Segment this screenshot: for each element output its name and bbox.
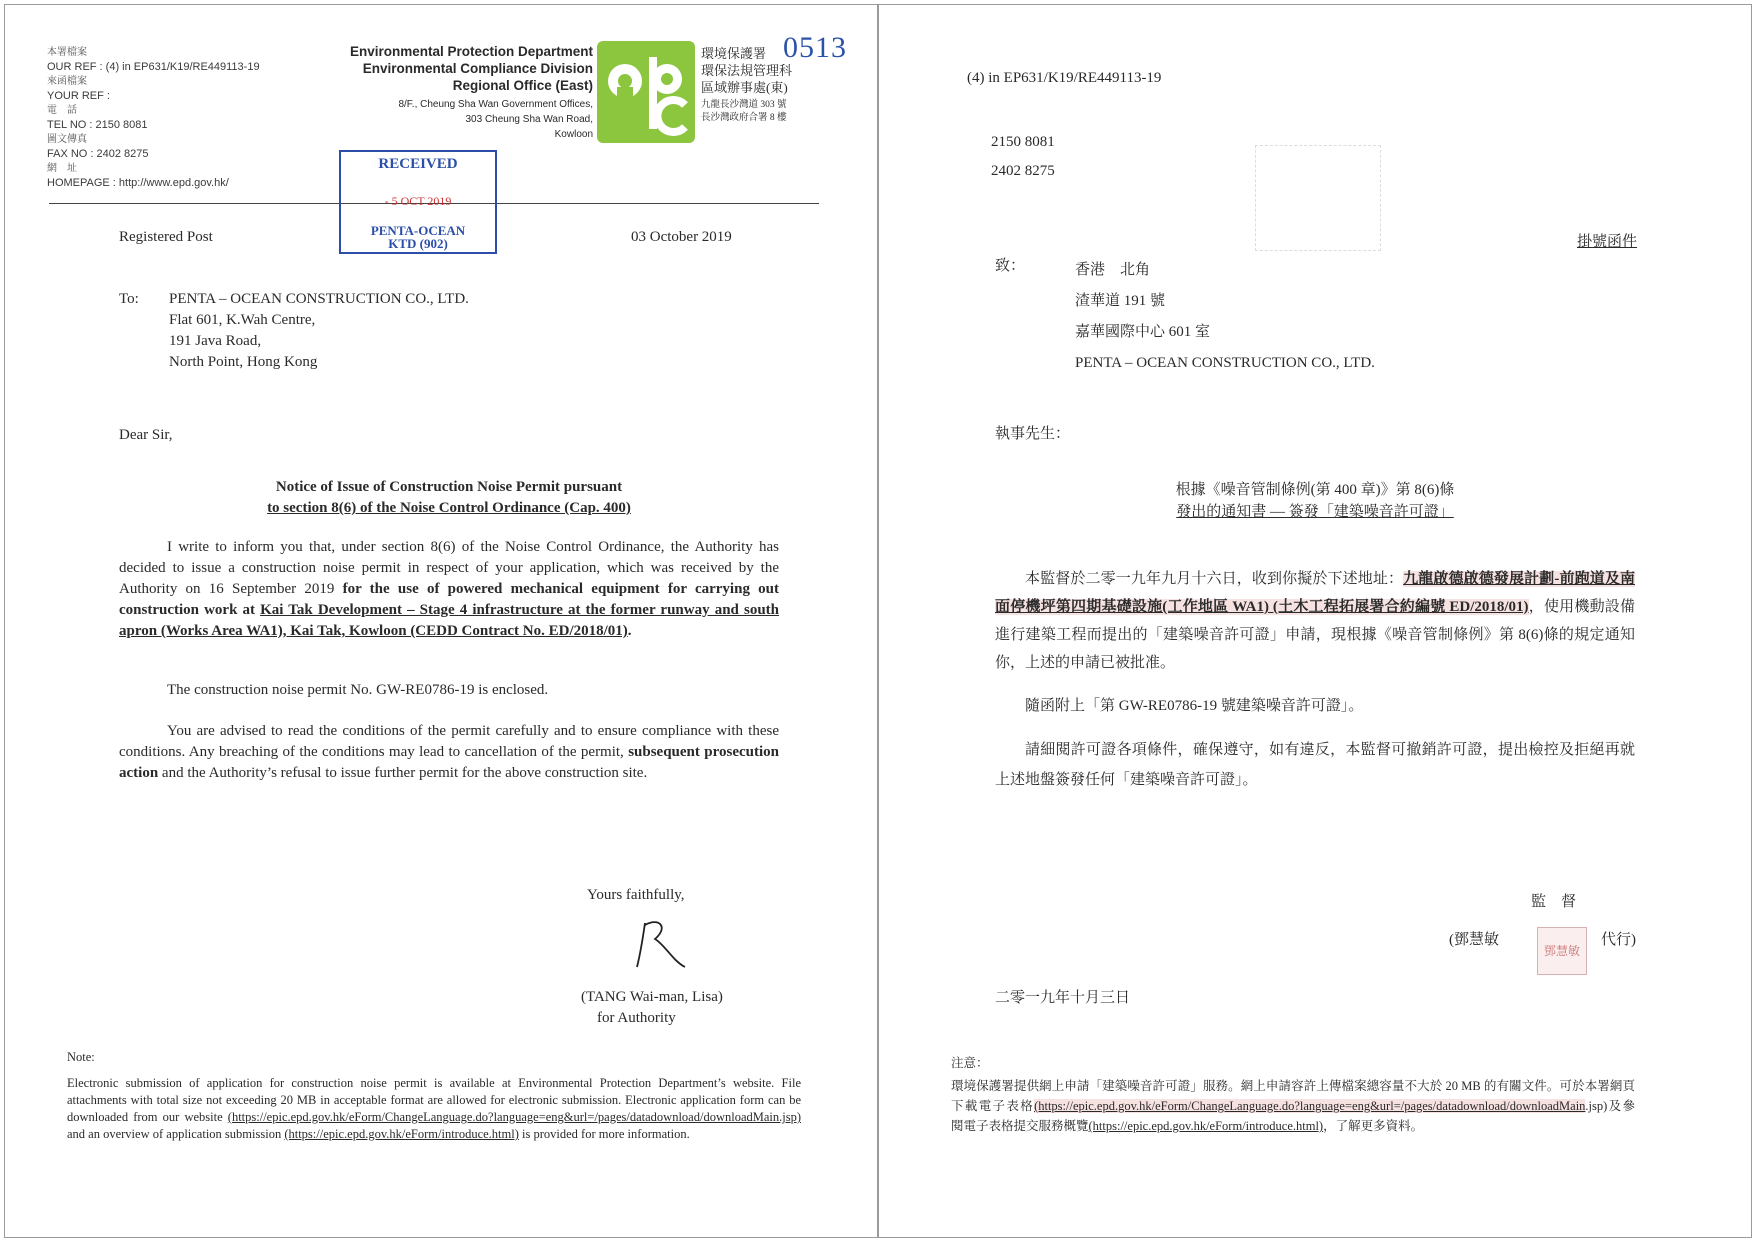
dept-zh-line: 區域辦事處(東)	[701, 80, 788, 95]
dept-zh-line: 環保法規管理科	[701, 63, 793, 78]
department-name	[295, 43, 593, 94]
addressee-line: North Point, Hong Kong	[169, 354, 318, 370]
reference-block	[47, 45, 260, 190]
note-zh-text-part: 環境保護署提供網上申請「建築噪音許可證」服務。網上申請容許上傳檔案總容量不大於 20 MB 的有關文件。可於本署網頁下載電子表格	[951, 1079, 1635, 1113]
address-line: 8/F., Cheung Sha Wan Government Offices,	[398, 99, 593, 110]
note-text-part: Electronic submission of application for construction noise permit is available at Environmental Protection Department’s website. File attachments with total size not exceeding 20 MB in acceptable format are allowed for electronic submission. Electronic application form can be downloaded from our website	[67, 1076, 801, 1124]
date-zh: 二零一九年十月三日	[995, 990, 1131, 1006]
note-text-part: and an overview of application submission	[67, 1127, 285, 1141]
subject-line: Notice of Issue of Construction Noise Permit pursuant	[275, 479, 623, 495]
department-address	[335, 97, 593, 142]
address-zh-line: 九龍長沙灣道 303 號	[701, 100, 787, 110]
para3-bold: subsequent prosecution action	[119, 744, 779, 781]
our-ref: OUR REF : (4) in EP631/K19/RE449113-19	[47, 61, 260, 73]
note-label-zh: 注意：	[951, 1056, 989, 1070]
dept-line: Environmental Compliance Division	[362, 61, 593, 76]
chinese-letter-page	[878, 4, 1752, 1238]
subject	[119, 477, 779, 519]
para3-text-end: and the Authority’s refusal to issue further permit for the above construction site.	[158, 765, 648, 781]
homepage[interactable]: HOMEPAGE : http://www.epd.gov.hk/	[47, 177, 229, 189]
stamp-title: RECEIVED	[378, 156, 458, 172]
stamp-date: - 5 OCT 2019	[384, 194, 452, 208]
received-stamp	[339, 150, 497, 254]
para1-zh-text: 本監督於二零一九年九月十六日，收到你擬於下述地址：	[1025, 571, 1404, 587]
tel-no: TEL NO : 2150 8081	[47, 119, 148, 131]
paragraph-3-zh: 請細閱許可證各項條件，確保遵守，如有違反，本監督可撤銷許可證，提出檢控及拒絕再就上述地盤簽發任何「建築噪音許可證」。	[995, 742, 1635, 788]
tel-label-zh: 電 話	[47, 105, 77, 116]
addressee-block	[169, 289, 469, 373]
dept-line: Environmental Protection Department	[349, 44, 593, 59]
title-zh: 監 督	[1531, 894, 1577, 910]
addressee-line: PENTA – OCEAN CONSTRUCTION CO., LTD.	[169, 291, 469, 307]
note-zh-text-part: ，了解更多資料。	[1323, 1119, 1424, 1133]
ref-zh: (4) in EP631/K19/RE449113-19	[967, 70, 1162, 86]
download-link[interactable]: (https://epic.epd.gov.hk/eForm/ChangeLanguage.do?language=eng&url=/pages/datadownload/downloadMain.jsp)	[227, 1110, 801, 1124]
para1-zh-works-location: 九龍啟德啟德發展計劃-前跑道及南面停機坪第四期基礎設施(工作地區 WA1) (土木工程拓展署合約編號 ED/2018/01)	[995, 571, 1635, 615]
stamp-company-block	[341, 224, 495, 250]
para1-end: .	[627, 623, 632, 639]
english-letter-page	[4, 4, 878, 1238]
salutation-zh: 執事先生：	[995, 426, 1071, 442]
department-address-zh	[701, 99, 787, 125]
paragraph-1	[119, 537, 779, 642]
subject-line-zh: 發出的通知書 — 簽發「建築噪音許可證」	[1176, 504, 1454, 520]
introduce-link-zh[interactable]: (https://epic.epd.gov.hk/eForm/introduce.html)	[1088, 1119, 1324, 1133]
note-text	[67, 1075, 801, 1143]
note-zh-text-part: .jsp)及參閱電子表格提交服務概覽	[951, 1099, 1635, 1133]
ref-label-zh: 本署檔案	[47, 47, 87, 58]
your-ref-label-zh: 來函檔案	[47, 76, 87, 87]
note-text-part: is provided for more information.	[518, 1127, 690, 1141]
stamp-company: PENTA-OCEAN	[370, 223, 466, 238]
download-link-zh[interactable]: (https://epic.epd.gov.hk/eForm/ChangeLanguage.do?language=eng&url=/pages/datadownload/downloadMain	[1034, 1099, 1586, 1113]
addressee-line: Flat 601, K.Wah Centre,	[169, 312, 316, 328]
tel-zh: 2150 8081	[991, 134, 1055, 150]
letter-date: 03 October 2019	[631, 229, 732, 245]
acting-suffix-zh: 代行)	[1601, 932, 1636, 948]
address-zh-line: 長沙灣政府合署 8 樓	[701, 113, 787, 123]
registered-post: Registered Post	[119, 229, 213, 245]
addressee-line: 191 Java Road,	[169, 333, 262, 349]
addressee-block-zh	[1075, 255, 1375, 379]
dept-line: Regional Office (East)	[452, 78, 593, 93]
seal-icon: 鄧慧敏	[1537, 927, 1587, 975]
signature-icon	[629, 917, 691, 977]
your-ref: YOUR REF :	[47, 90, 110, 102]
fax-label-zh: 圖文傳真	[47, 134, 87, 145]
to-label-zh: 致：	[995, 258, 1026, 274]
para3-text: You are advised to read the conditions of the permit carefully and to ensure compliance with these conditions. Any breaching of the conditions may lead to cancellation of the permit,	[119, 723, 779, 760]
for-authority: for Authority	[597, 1010, 676, 1026]
fax-zh: 2402 8275	[991, 163, 1055, 179]
para1-text: I write to inform you that, under section 8(6) of the Noise Control Ordinance, the Authority has decided to issue a construction noise permit in respect of your application, which was received by the Authority on 16 September 2019	[119, 539, 779, 597]
faint-stamp-ghost	[1255, 145, 1381, 251]
fax-no: FAX NO : 2402 8275	[47, 148, 149, 160]
epd-logo-icon	[597, 41, 695, 143]
acting-prefix-zh: (鄧慧敏	[1449, 932, 1499, 948]
signatory-name: (TANG Wai-man, Lisa)	[581, 989, 723, 1005]
stamp-branch: KTD (902)	[388, 236, 448, 251]
addressee-line-zh: PENTA – OCEAN CONSTRUCTION CO., LTD.	[1075, 355, 1375, 371]
closing: Yours faithfully,	[587, 887, 685, 903]
para1-works-location: Kai Tak Development – Stage 4 infrastructure at the former runway and south apron (Works Area WA1), Kai Tak, Kowloon (CEDD Contract No. ED/2018/01)	[119, 602, 779, 639]
subject-zh	[995, 479, 1635, 523]
file-number: 0513	[783, 31, 847, 64]
paragraph-1-zh	[995, 565, 1635, 677]
para1-zh-text-end: ，使用機動設備進行建築工程而提出的「建築噪音許可證」申請，現根據《噪音管制條例》第 8(6)條的規定通知你，上述的申請已被批准。	[995, 599, 1635, 671]
addressee-line-zh: 香港 北角	[1075, 262, 1151, 278]
paragraph-2-zh: 隨函附上「第 GW-RE0786-19 號建築噪音許可證」。	[1025, 698, 1364, 714]
department-name-zh	[701, 45, 792, 96]
to-label: To:	[119, 291, 139, 307]
paragraph-3	[119, 721, 779, 784]
address-line: 303 Cheung Sha Wan Road,	[465, 114, 593, 125]
address-line: Kowloon	[554, 129, 593, 140]
subject-line: to section 8(6) of the Noise Control Ordinance (Cap. 400)	[267, 500, 631, 516]
subject-line-zh: 根據《噪音管制條例(第 400 章)》第 8(6)條	[1175, 482, 1455, 498]
addressee-line-zh: 渣華道 191 號	[1075, 293, 1166, 309]
paragraph-2: The construction noise permit No. GW-RE0786-19 is enclosed.	[167, 682, 549, 698]
addressee-line-zh: 嘉華國際中心 601 室	[1075, 324, 1211, 340]
para1-bold: for the use of powered mechanical equipment for carrying out construction work at	[119, 581, 779, 618]
note-text-zh	[951, 1076, 1635, 1136]
registered-zh: 掛號函件	[1577, 234, 1638, 250]
introduce-link[interactable]: (https://epic.epd.gov.hk/eForm/introduce.html)	[284, 1127, 519, 1141]
salutation: Dear Sir,	[119, 427, 173, 443]
homepage-label-zh: 網 址	[47, 163, 77, 174]
dept-zh-line: 環境保護署	[701, 46, 767, 61]
note-label: Note:	[67, 1050, 95, 1064]
